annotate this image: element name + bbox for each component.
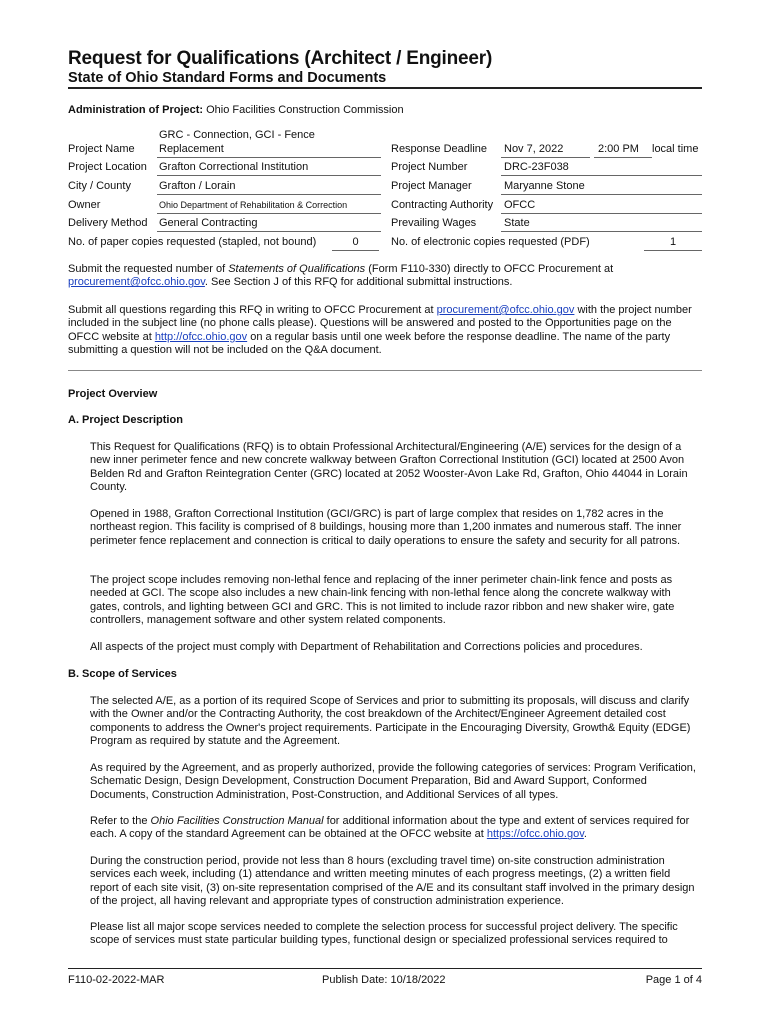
project-name-label: Project Name [68, 143, 135, 155]
city-county-value: Grafton / Lorain [157, 180, 381, 195]
document-title: Request for Qualifications (Architect / Engineer) [68, 48, 493, 69]
description-paragraph-2: Opened in 1988, Grafton Correctional Institution (GCI/GRC) is part of large complex that resides on 1,782 acres in the northeast region. This facility is comprised of 8 buildings, housing more than 1,200 inmates and numerous staff. The inner perimeter fence replacement and connection is critical to daily operations to ensure the safety and security for all patrons. [90, 508, 682, 547]
scope-paragraph-2: As required by the Agreement, and as properly authorized, provide the following categories of services: Program Verification, Schematic Design, Design Development, Construction Document Preparation, Bid and Award Support, Conformed Documents, Construction Administration, Post-Construction, and Additional Services of all types. [90, 762, 696, 801]
electronic-copies-label: No. of electronic copies requested (PDF) [391, 236, 590, 248]
procurement-email-link[interactable]: procurement@ofcc.ohio.gov [68, 276, 205, 289]
response-deadline-label: Response Deadline [391, 143, 488, 155]
questions-text-3: on a regular basis until one week before the response deadline. The name of the party submitting a question will not be included on the Q&A document. [68, 330, 671, 357]
prevailing-wages-value: State [501, 217, 702, 232]
footer-rule [68, 968, 702, 969]
footer-page-number: Page 1 of 4 [645, 974, 702, 986]
header-rule [68, 87, 702, 89]
delivery-method-label: Delivery Method [68, 217, 148, 229]
submit-text-2: (Form F110-330) directly to OFCC Procurement at [365, 263, 614, 275]
questions-text-2: with the project number included in the subject line (no phone calls please). Questions will be answered and posted to the Opportunities page on the OFCC website at [68, 304, 692, 343]
scope-p3-text-3: . [583, 828, 587, 841]
contracting-authority-value: OFCC [501, 199, 702, 214]
scope-paragraph-4: During the construction period, provide not less than 8 hours (excluding travel time) on-site construction administration services each week, including (1) attendance and written meeting minutes of each progress meetings, (2) a written field report of each site visit, (3) on-site representation comprised of the A/E and its consultant staff involved in the primary design of the project, all having relevant and appropriate types of construction administration experience. [90, 855, 695, 908]
project-number-label: Project Number [391, 161, 468, 173]
response-deadline-date: Nov 7, 2022 [501, 143, 590, 158]
electronic-copies-value: 1 [644, 236, 702, 251]
scope-paragraph-3 [90, 815, 702, 842]
project-location-value: Grafton Correctional Institution [157, 161, 381, 176]
document-page [68, 0, 702, 1024]
project-number-value: DRC-23F038 [501, 161, 702, 176]
project-overview-heading: Project Overview [68, 388, 158, 400]
footer-publish-date: Publish Date: 10/18/2022 [322, 974, 446, 986]
city-county-label: City / County [68, 180, 131, 192]
questions-email-link[interactable]: procurement@ofcc.ohio.gov [436, 304, 575, 316]
owner-label: Owner [68, 199, 101, 211]
submit-text-3: . See Section J of this RFQ for additional submittal instructions. [204, 276, 513, 289]
questions-text-1: Submit all questions regarding this RFQ in writing to OFCC Procurement at [68, 304, 437, 316]
response-deadline-time: 2:00 PM [594, 143, 652, 158]
scope-p3-text-1: Refer to the [90, 815, 151, 827]
section-divider [68, 370, 702, 371]
footer-form-id: F110-02-2022-MAR [68, 974, 165, 986]
soq-form-name: Statements of Qualifications [228, 263, 366, 275]
administration-label: Administration of Project: [68, 104, 204, 116]
contracting-authority-label: Contracting Authority [391, 199, 494, 211]
project-manager-label: Project Manager [391, 180, 472, 192]
project-name-value: Replacement [157, 143, 381, 158]
ofcc-agreement-link[interactable]: https://ofcc.ohio.gov [486, 828, 584, 841]
scope-paragraph-1: The selected A/E, as a portion of its required Scope of Services and prior to submitting its proposals, will discuss and clarify with the Owner and/or the Contracting Authority, the cost breakdown of the Architect/Engineer Agreement detailed cost components to address the Owner's project requirements. Participate in the Encouraging Diversity, Growth& Equity (EDGE) Program as required by statute and the Agreement. [90, 695, 691, 748]
local-time-label: local time [652, 143, 699, 155]
submit-paragraph [68, 263, 702, 290]
scope-p3-text-2: for additional information about the type and extent of services required for each. A copy of the standard Agreement can be obtained at the OFCC website at [90, 815, 690, 841]
administration-value: Ohio Facilities Construction Commission [206, 104, 404, 116]
document-subtitle: State of Ohio Standard Forms and Documents [68, 70, 387, 86]
owner-value: Ohio Department of Rehabilitation & Correction [157, 199, 381, 214]
description-paragraph-1: This Request for Qualifications (RFQ) is to obtain Professional Architectural/Engineering (A/E) services for the design of a new inner perimeter fence and new concrete walkway between Grafton Correctional Institution (GCI) located at 2500 Avon Belden Rd and Grafton Reintegration Center (GRC) located at 2052 Wooster-Avon Lake Rd, Grafton, Ohio 44044 in Lorain County. [90, 441, 688, 494]
description-paragraph-4: All aspects of the project must comply with Department of Rehabilitation and Corrections policies and procedures. [90, 641, 643, 653]
paper-copies-value: 0 [332, 236, 379, 251]
ofcc-website-link[interactable]: http://ofcc.ohio.gov [154, 330, 248, 343]
description-paragraph-3: The project scope includes removing non-lethal fence and replacing of the inner perimeter chain-link fence and posts as needed at GCI. The scope also includes a new chain-link fencing with non-lethal fence along the concrete walkway with gates, controls, and lighting between GCI and GRC. This is not limited to include razor ribbon and new shaker wire, gate controllers, management software and other system related components. [90, 574, 675, 627]
project-manager-value: Maryanne Stone [501, 180, 702, 195]
prevailing-wages-label: Prevailing Wages [391, 217, 477, 229]
paper-copies-label: No. of paper copies requested (stapled, not bound) [68, 236, 317, 248]
submit-text-1: Submit the requested number of [68, 263, 229, 275]
project-description-heading: A. Project Description [68, 414, 183, 426]
scope-paragraph-5: Please list all major scope services needed to complete the selection process for successful project delivery. The specific scope of services must state particular building types, functional design or specialized professional services required to [90, 921, 678, 947]
administration-line [68, 104, 404, 116]
project-location-label: Project Location [68, 161, 147, 173]
construction-manual-title: Ohio Facilities Construction Manual [150, 815, 324, 827]
project-name-line1: GRC - Connection, GCI - Fence [159, 129, 315, 141]
delivery-method-value: General Contracting [157, 217, 381, 232]
scope-of-services-heading: B. Scope of Services [68, 668, 177, 680]
questions-paragraph [68, 304, 702, 358]
